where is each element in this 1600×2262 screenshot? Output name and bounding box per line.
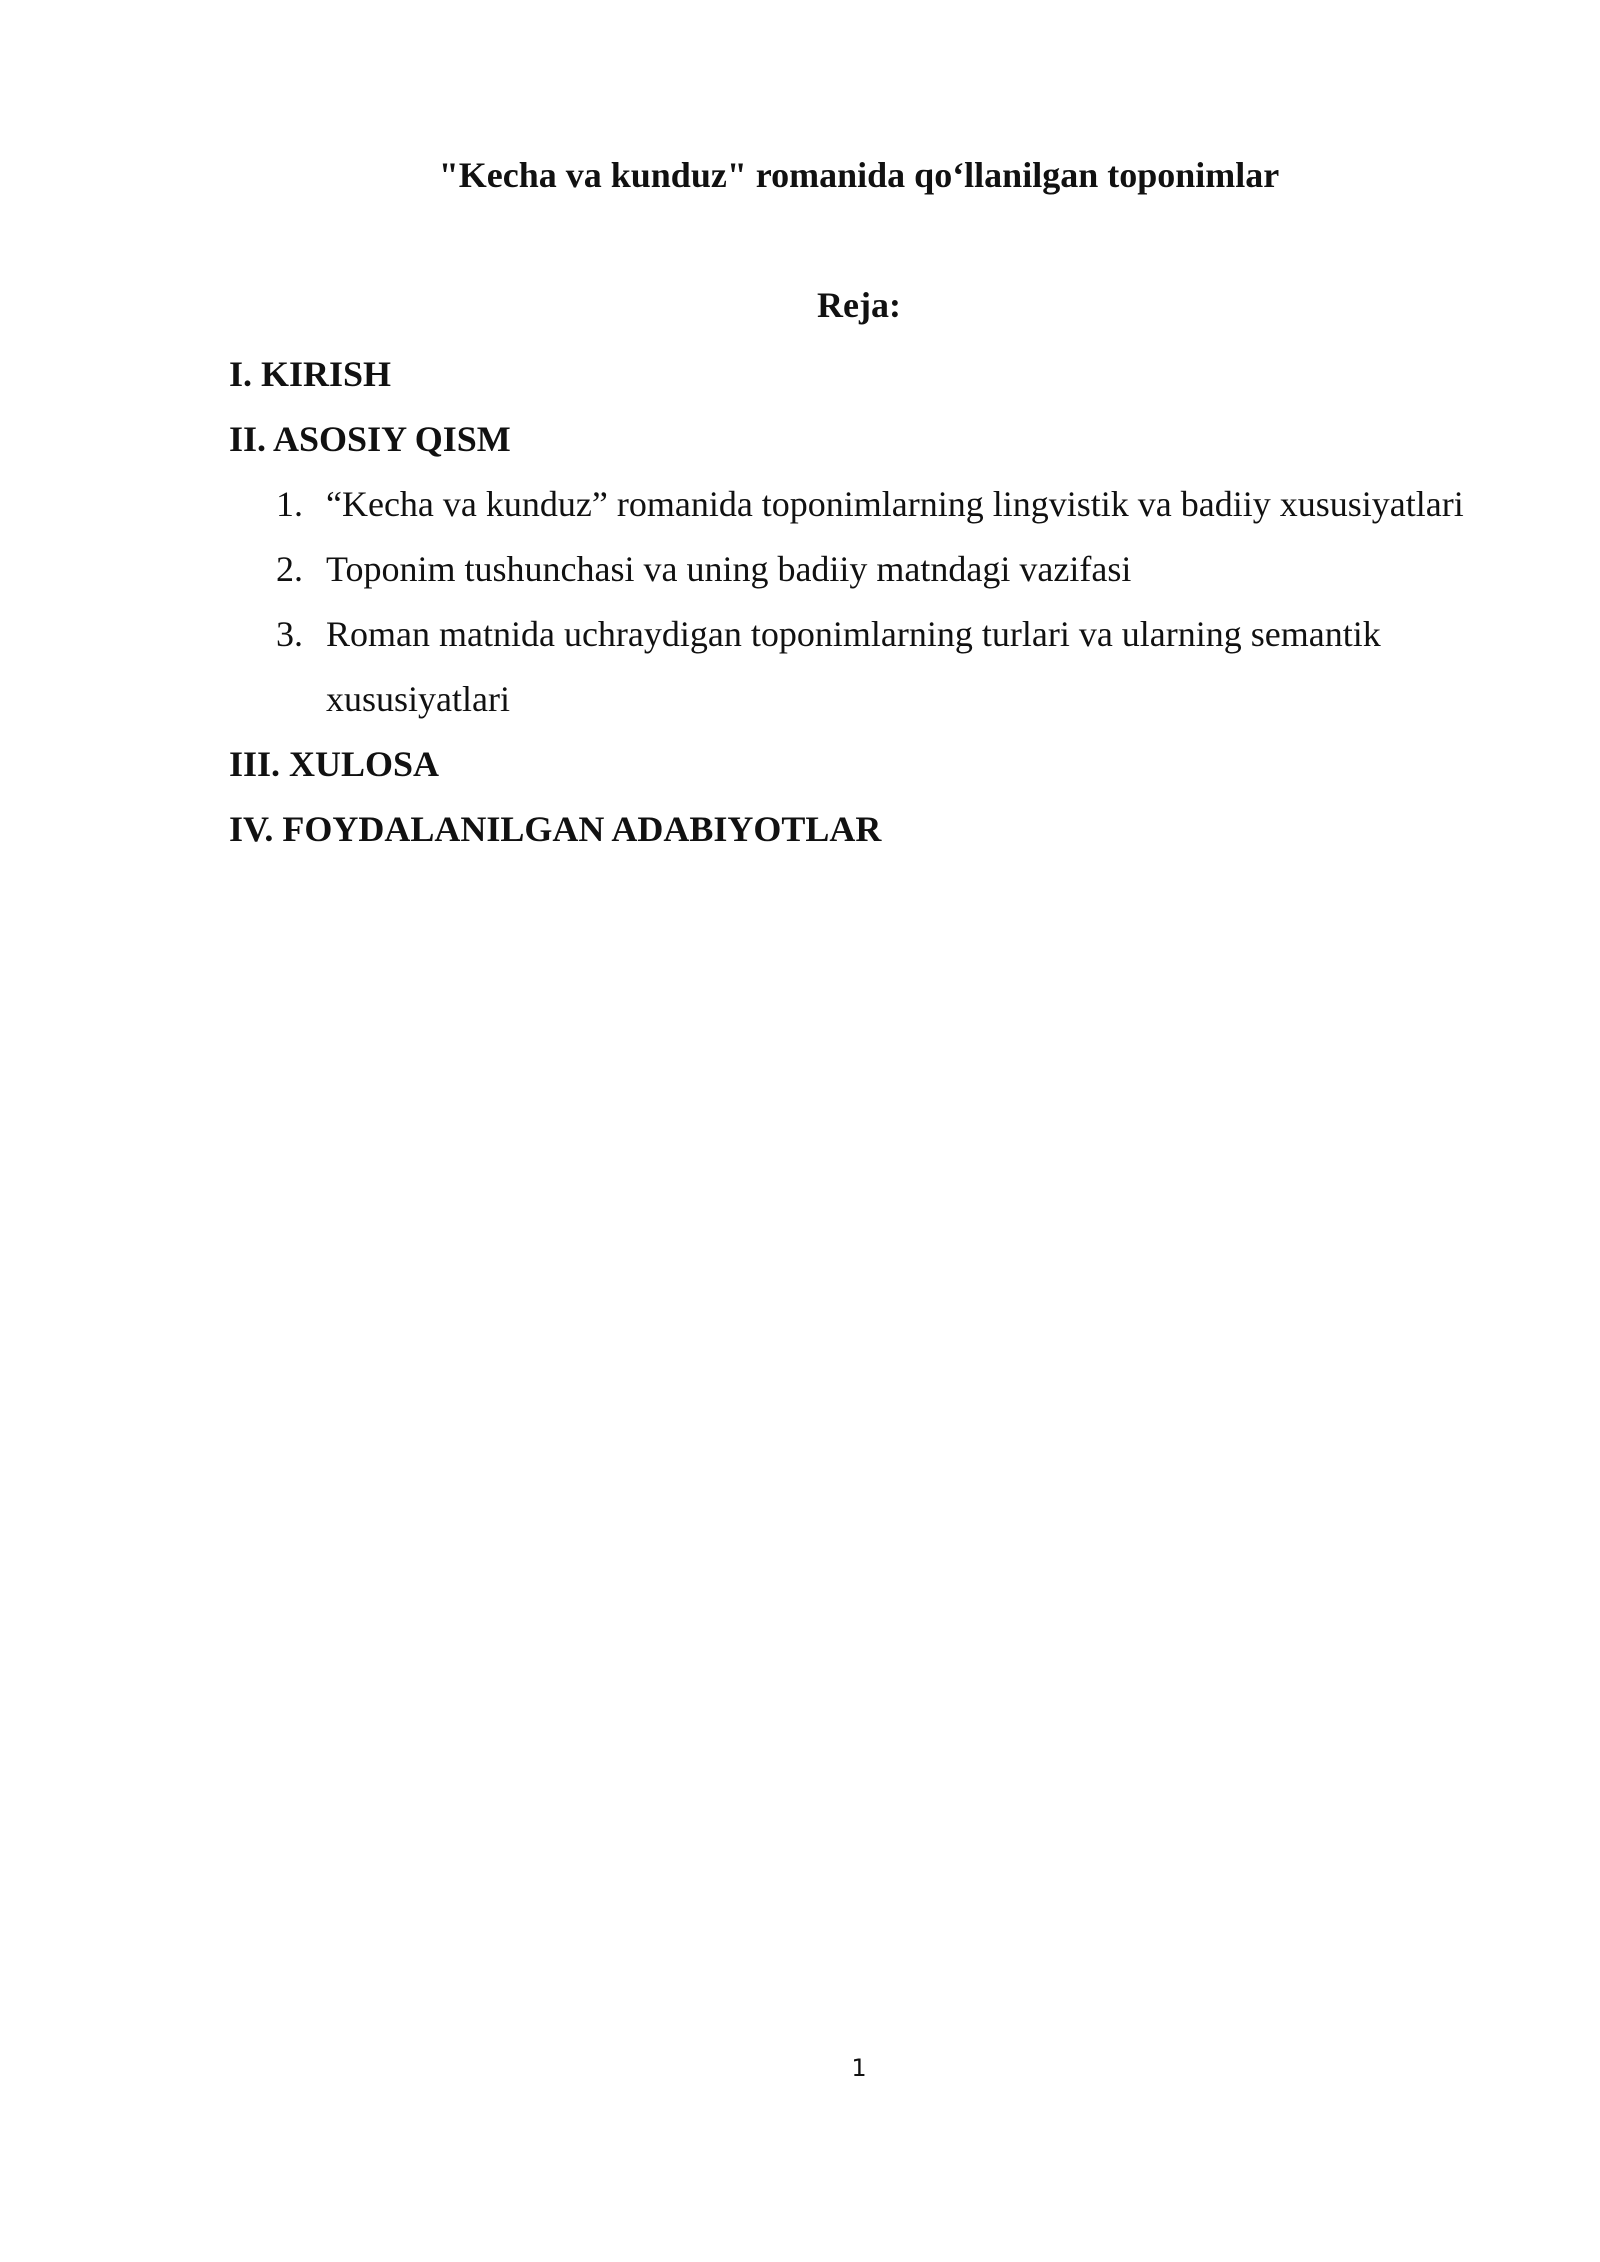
subsection-text: “Kecha va kunduz” romanida toponimlarning lingvistik va badiiy xususiyatlari (326, 484, 1464, 524)
subsection-item-2 (229, 537, 1479, 602)
plan-heading: Reja: (817, 285, 901, 325)
section-heading-main-part: II. ASOSIY QISM (229, 419, 511, 459)
subsection-item-3 (229, 602, 1479, 732)
plan-outline (229, 342, 1479, 862)
page-number: 1 (851, 2054, 867, 2082)
subsection-item-1 (229, 472, 1479, 537)
document-title: "Kecha va kunduz" romanida qo‘llanilgan toponimlar (438, 155, 1280, 195)
section-heading-conclusion: III. XULOSA (229, 744, 440, 784)
subsection-number: 2. (276, 549, 303, 589)
subsection-text: Roman matnida uchraydigan toponimlarning turlari va ularning semantik xususiyatlari (326, 614, 1381, 719)
main-part-subsections (229, 472, 1479, 732)
subsection-number: 1. (276, 484, 303, 524)
section-heading-references: IV. FOYDALANILGAN ADABIYOTLAR (229, 809, 882, 849)
subsection-text: Toponim tushunchasi va uning badiiy matndagi vazifasi (326, 549, 1132, 589)
subsection-number: 3. (276, 614, 303, 654)
section-heading-introduction: I. KIRISH (229, 354, 392, 394)
